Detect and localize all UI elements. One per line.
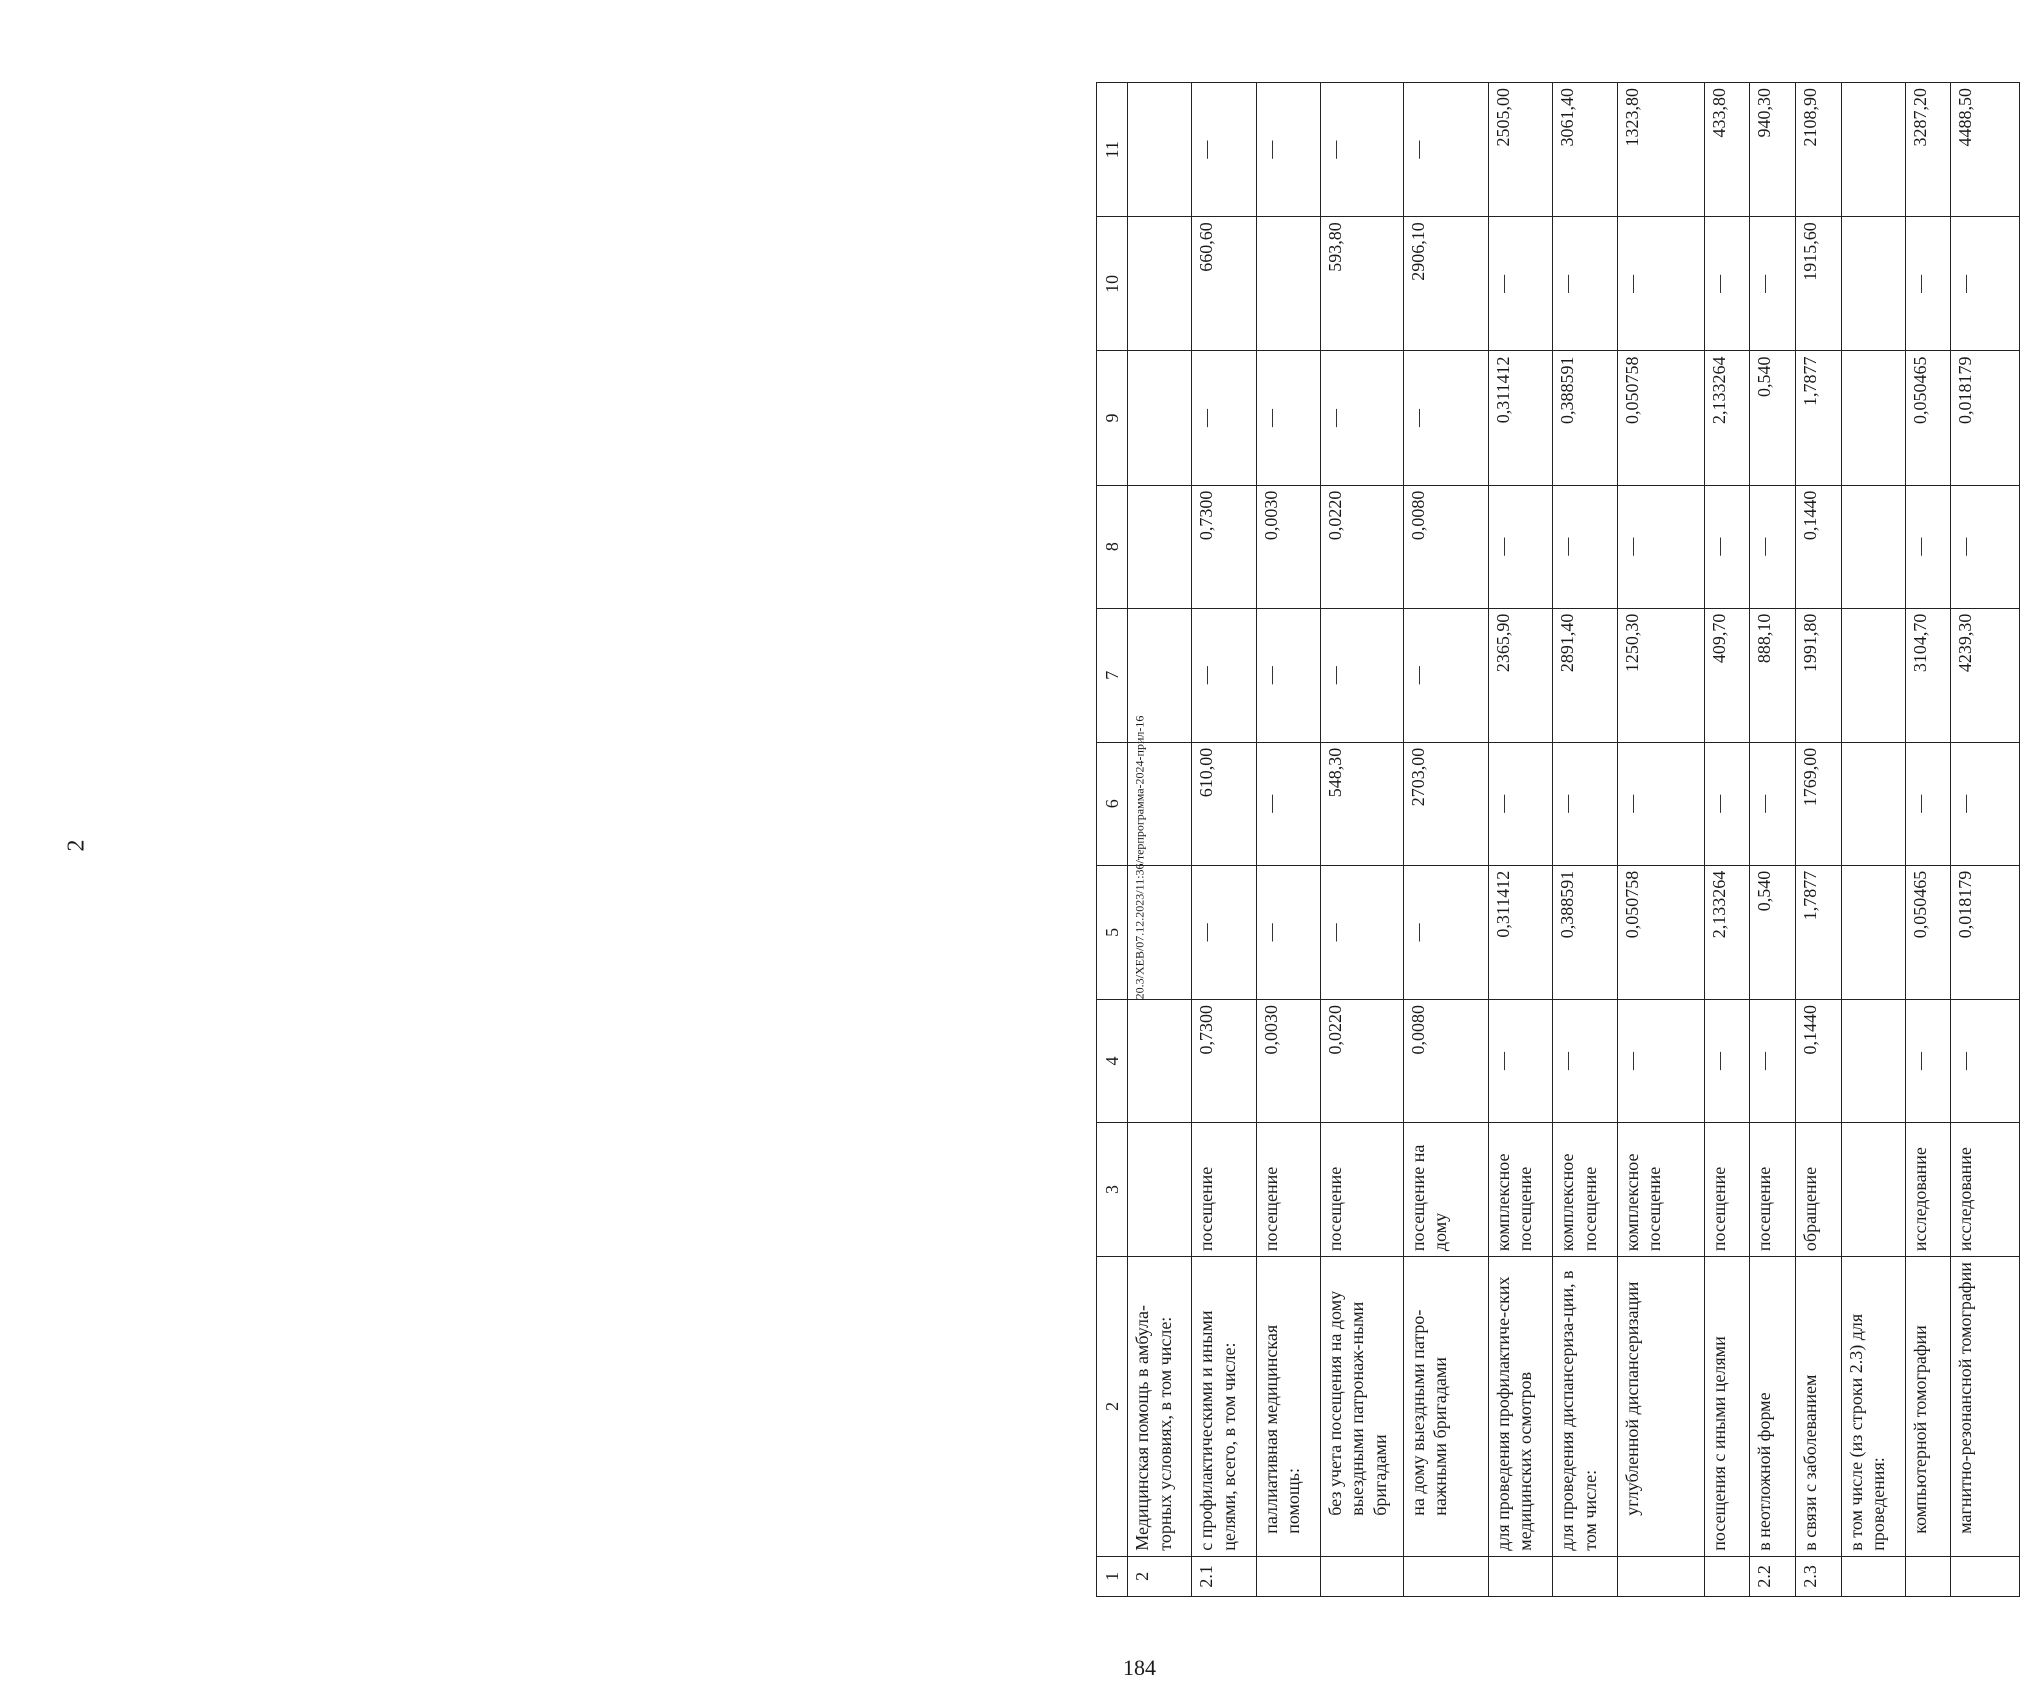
cell-col-3: комплексное посещение (1617, 1122, 1704, 1256)
cell-col-10: 593,80 (1320, 217, 1403, 351)
cell-col-6: — (1553, 742, 1617, 865)
cell-col-9: — (1256, 351, 1320, 485)
cell-col-6 (1841, 742, 1905, 865)
cell-col-7: 4239,30 (1951, 608, 2020, 742)
table-row (1256, 83, 1320, 1597)
cell-col-5: 0,050758 (1617, 865, 1704, 999)
header-cell: 10 (1097, 217, 1128, 351)
cell-col-7: 1991,80 (1795, 608, 1841, 742)
cell-col-4: — (1905, 999, 1951, 1122)
page-number-top: 2 (63, 839, 90, 852)
cell-col-11: 1323,80 (1617, 83, 1704, 217)
cell-col-9: 0,050465 (1905, 351, 1951, 485)
cell-col-2: для проведения диспансериза-ции, в том числе: (1553, 1257, 1617, 1557)
cell-col-6: 2703,00 (1403, 742, 1488, 865)
cell-col-1 (1617, 1556, 1704, 1596)
cell-col-8: — (1488, 485, 1552, 608)
cell-col-10: — (1704, 217, 1750, 351)
cell-col-3: посещение (1320, 1122, 1403, 1256)
cell-col-4: — (1553, 999, 1617, 1122)
cell-col-11 (1128, 83, 1192, 217)
header-cell: 7 (1097, 608, 1128, 742)
cell-col-9: 2,133264 (1704, 351, 1750, 485)
cell-col-2: с профилактическими и иными целями, всего, в том числе: (1192, 1257, 1256, 1557)
cell-col-1: 2.3 (1795, 1556, 1841, 1596)
cell-col-10: 660,60 (1192, 217, 1256, 351)
cell-col-8: 0,0080 (1403, 485, 1488, 608)
cell-col-3: посещение (1256, 1122, 1320, 1256)
cell-col-7: 888,10 (1750, 608, 1796, 742)
table-row (1795, 83, 1841, 1597)
cell-col-6: — (1256, 742, 1320, 865)
cell-col-9: — (1192, 351, 1256, 485)
cell-col-1: 2 (1128, 1556, 1192, 1596)
header-row (1097, 83, 1128, 1597)
cell-col-5 (1128, 865, 1192, 999)
cell-col-6: — (1488, 742, 1552, 865)
cell-col-9: 1,7877 (1795, 351, 1841, 485)
cell-col-3: комплексное посещение (1553, 1122, 1617, 1256)
cell-col-6 (1128, 742, 1192, 865)
cell-col-9: — (1320, 351, 1403, 485)
cell-col-8 (1841, 485, 1905, 608)
cell-col-5: 0,018179 (1951, 865, 2020, 999)
cell-col-7: 2891,40 (1553, 608, 1617, 742)
cell-col-2: на дому выездными патро-нажными бригадами (1403, 1257, 1488, 1557)
cell-col-4 (1128, 999, 1192, 1122)
cell-col-5: 2,133264 (1704, 865, 1750, 999)
cell-col-1 (1905, 1556, 1951, 1596)
cell-col-4: 0,0220 (1320, 999, 1403, 1122)
cell-col-9: 0,050758 (1617, 351, 1704, 485)
cell-col-11: — (1256, 83, 1320, 217)
cell-col-11: 3287,20 (1905, 83, 1951, 217)
cell-col-2: углубленной диспансеризации (1617, 1257, 1704, 1557)
cell-col-6: 548,30 (1320, 742, 1403, 865)
table-row (1750, 83, 1796, 1597)
cell-col-5: 0,050465 (1905, 865, 1951, 999)
cell-col-5: 0,311412 (1488, 865, 1552, 999)
cell-col-1 (1951, 1556, 2020, 1596)
table-row (1841, 83, 1905, 1597)
cell-col-7: — (1192, 608, 1256, 742)
cell-col-8: — (1951, 485, 2020, 608)
cell-col-9: 0,018179 (1951, 351, 2020, 485)
cell-col-1 (1403, 1556, 1488, 1596)
cell-col-10: — (1905, 217, 1951, 351)
cell-col-4: — (1617, 999, 1704, 1122)
cell-col-6: 610,00 (1192, 742, 1256, 865)
cell-col-1 (1488, 1556, 1552, 1596)
cell-col-4: 0,1440 (1795, 999, 1841, 1122)
table-row (1905, 83, 1951, 1597)
cell-col-1 (1256, 1556, 1320, 1596)
cell-col-10: — (1617, 217, 1704, 351)
cell-col-7: 409,70 (1704, 608, 1750, 742)
cell-col-11: 3061,40 (1553, 83, 1617, 217)
cell-col-5: — (1192, 865, 1256, 999)
table-row (1951, 83, 2020, 1597)
cell-col-5: 1,7877 (1795, 865, 1841, 999)
cell-col-8: 0,1440 (1795, 485, 1841, 608)
header-cell: 1 (1097, 1556, 1128, 1596)
cell-col-7: — (1403, 608, 1488, 742)
cell-col-1 (1553, 1556, 1617, 1596)
header-cell: 2 (1097, 1257, 1128, 1557)
cell-col-2: посещения с иными целями (1704, 1257, 1750, 1557)
cell-col-2: для проведения профилактиче-ских медицинских осмотров (1488, 1257, 1552, 1557)
cell-col-11: 4488,50 (1951, 83, 2020, 217)
cell-col-11 (1841, 83, 1905, 217)
data-table (1096, 82, 2020, 1597)
cell-col-2: в связи с заболеванием (1795, 1257, 1841, 1557)
header-cell: 11 (1097, 83, 1128, 217)
cell-col-3: посещение (1192, 1122, 1256, 1256)
cell-col-11: — (1403, 83, 1488, 217)
cell-col-9: 0,388591 (1553, 351, 1617, 485)
cell-col-7: 3104,70 (1905, 608, 1951, 742)
cell-col-3: комплексное посещение (1488, 1122, 1552, 1256)
cell-col-2: в неотложной форме (1750, 1257, 1796, 1557)
cell-col-4: — (1750, 999, 1796, 1122)
table-row (1617, 83, 1704, 1597)
cell-col-3 (1841, 1122, 1905, 1256)
table-row (1192, 83, 1256, 1597)
cell-col-10 (1128, 217, 1192, 351)
cell-col-2: компьютерной томографии (1905, 1257, 1951, 1557)
cell-col-5: 0,388591 (1553, 865, 1617, 999)
cell-col-5: — (1320, 865, 1403, 999)
cell-col-2: паллиативная медицинская помощь: (1256, 1257, 1320, 1557)
header-cell: 4 (1097, 999, 1128, 1122)
cell-col-4: — (1488, 999, 1552, 1122)
cell-col-3: исследование (1905, 1122, 1951, 1256)
cell-col-11: 2108,90 (1795, 83, 1841, 217)
cell-col-7: — (1256, 608, 1320, 742)
cell-col-9: — (1403, 351, 1488, 485)
cell-col-11: — (1192, 83, 1256, 217)
cell-col-9: 0,540 (1750, 351, 1796, 485)
cell-col-6: — (1704, 742, 1750, 865)
header-cell: 3 (1097, 1122, 1128, 1256)
cell-col-7 (1841, 608, 1905, 742)
cell-col-3: посещение (1704, 1122, 1750, 1256)
cell-col-9 (1128, 351, 1192, 485)
cell-col-6: 1769,00 (1795, 742, 1841, 865)
header-cell: 5 (1097, 865, 1128, 999)
header-cell: 8 (1097, 485, 1128, 608)
cell-col-7: — (1320, 608, 1403, 742)
cell-col-2: в том числе (из строки 2.3) для проведения: (1841, 1257, 1905, 1557)
cell-col-6: — (1951, 742, 2020, 865)
cell-col-7 (1128, 608, 1192, 742)
cell-col-4: 0,0080 (1403, 999, 1488, 1122)
cell-col-11: 940,30 (1750, 83, 1796, 217)
cell-col-8: — (1905, 485, 1951, 608)
cell-col-3: исследование (1951, 1122, 2020, 1256)
rotated-table-wrapper (1096, 82, 2020, 1597)
cell-col-11: 2505,00 (1488, 83, 1552, 217)
cell-col-5: — (1403, 865, 1488, 999)
cell-col-4: — (1951, 999, 2020, 1122)
cell-col-9 (1841, 351, 1905, 485)
cell-col-5: 0,540 (1750, 865, 1796, 999)
cell-col-2: магнитно-резонансной томографии (1951, 1257, 2020, 1557)
cell-col-10: — (1750, 217, 1796, 351)
cell-col-2: Медицинская помощь в амбула-торных условиях, в том числе: (1128, 1257, 1192, 1557)
table-row (1128, 83, 1192, 1597)
cell-col-10 (1841, 217, 1905, 351)
table-row (1403, 83, 1488, 1597)
cell-col-4: 0,7300 (1192, 999, 1256, 1122)
cell-col-1 (1841, 1556, 1905, 1596)
cell-col-1 (1320, 1556, 1403, 1596)
cell-col-3: обращение (1795, 1122, 1841, 1256)
cell-col-10: 1915,60 (1795, 217, 1841, 351)
cell-col-8: 0,0030 (1256, 485, 1320, 608)
cell-col-3: посещение на дому (1403, 1122, 1488, 1256)
page-number-bottom: 184 (1123, 1655, 1156, 1680)
cell-col-8: — (1704, 485, 1750, 608)
table-row (1553, 83, 1617, 1597)
table-row (1488, 83, 1552, 1597)
cell-col-5 (1841, 865, 1905, 999)
cell-col-3: посещение (1750, 1122, 1796, 1256)
cell-col-8: 0,0220 (1320, 485, 1403, 608)
cell-col-7: 2365,90 (1488, 608, 1552, 742)
cell-col-8 (1128, 485, 1192, 608)
cell-col-4: 0,0030 (1256, 999, 1320, 1122)
cell-col-11: — (1320, 83, 1403, 217)
cell-col-10: — (1951, 217, 2020, 351)
cell-col-8: — (1553, 485, 1617, 608)
cell-col-1: 2.1 (1192, 1556, 1256, 1596)
cell-col-6: — (1617, 742, 1704, 865)
cell-col-6: — (1905, 742, 1951, 865)
cell-col-4 (1841, 999, 1905, 1122)
cell-col-3 (1128, 1122, 1192, 1256)
cell-col-10: — (1488, 217, 1552, 351)
cell-col-6: — (1750, 742, 1796, 865)
cell-col-9: 0,311412 (1488, 351, 1552, 485)
header-cell: 6 (1097, 742, 1128, 865)
cell-col-8: — (1617, 485, 1704, 608)
table-row (1320, 83, 1403, 1597)
cell-col-4: — (1704, 999, 1750, 1122)
cell-col-5: — (1256, 865, 1320, 999)
cell-col-1: 2.2 (1750, 1556, 1796, 1596)
cell-col-10: — (1553, 217, 1617, 351)
cell-col-8: 0,7300 (1192, 485, 1256, 608)
cell-col-1 (1704, 1556, 1750, 1596)
cell-col-8: — (1750, 485, 1796, 608)
cell-col-2: без учета посещения на дому выездными патронаж-ными бригадами (1320, 1257, 1403, 1557)
cell-col-7: 1250,30 (1617, 608, 1704, 742)
cell-col-10 (1256, 217, 1320, 351)
cell-col-10: 2906,10 (1403, 217, 1488, 351)
cell-col-11: 433,80 (1704, 83, 1750, 217)
document-footer-code: 20.3/ХЕВ/07.12.2023/11:36/терпрограмма-2024-прил-16 (1132, 715, 1147, 1000)
table-row (1704, 83, 1750, 1597)
header-cell: 9 (1097, 351, 1128, 485)
